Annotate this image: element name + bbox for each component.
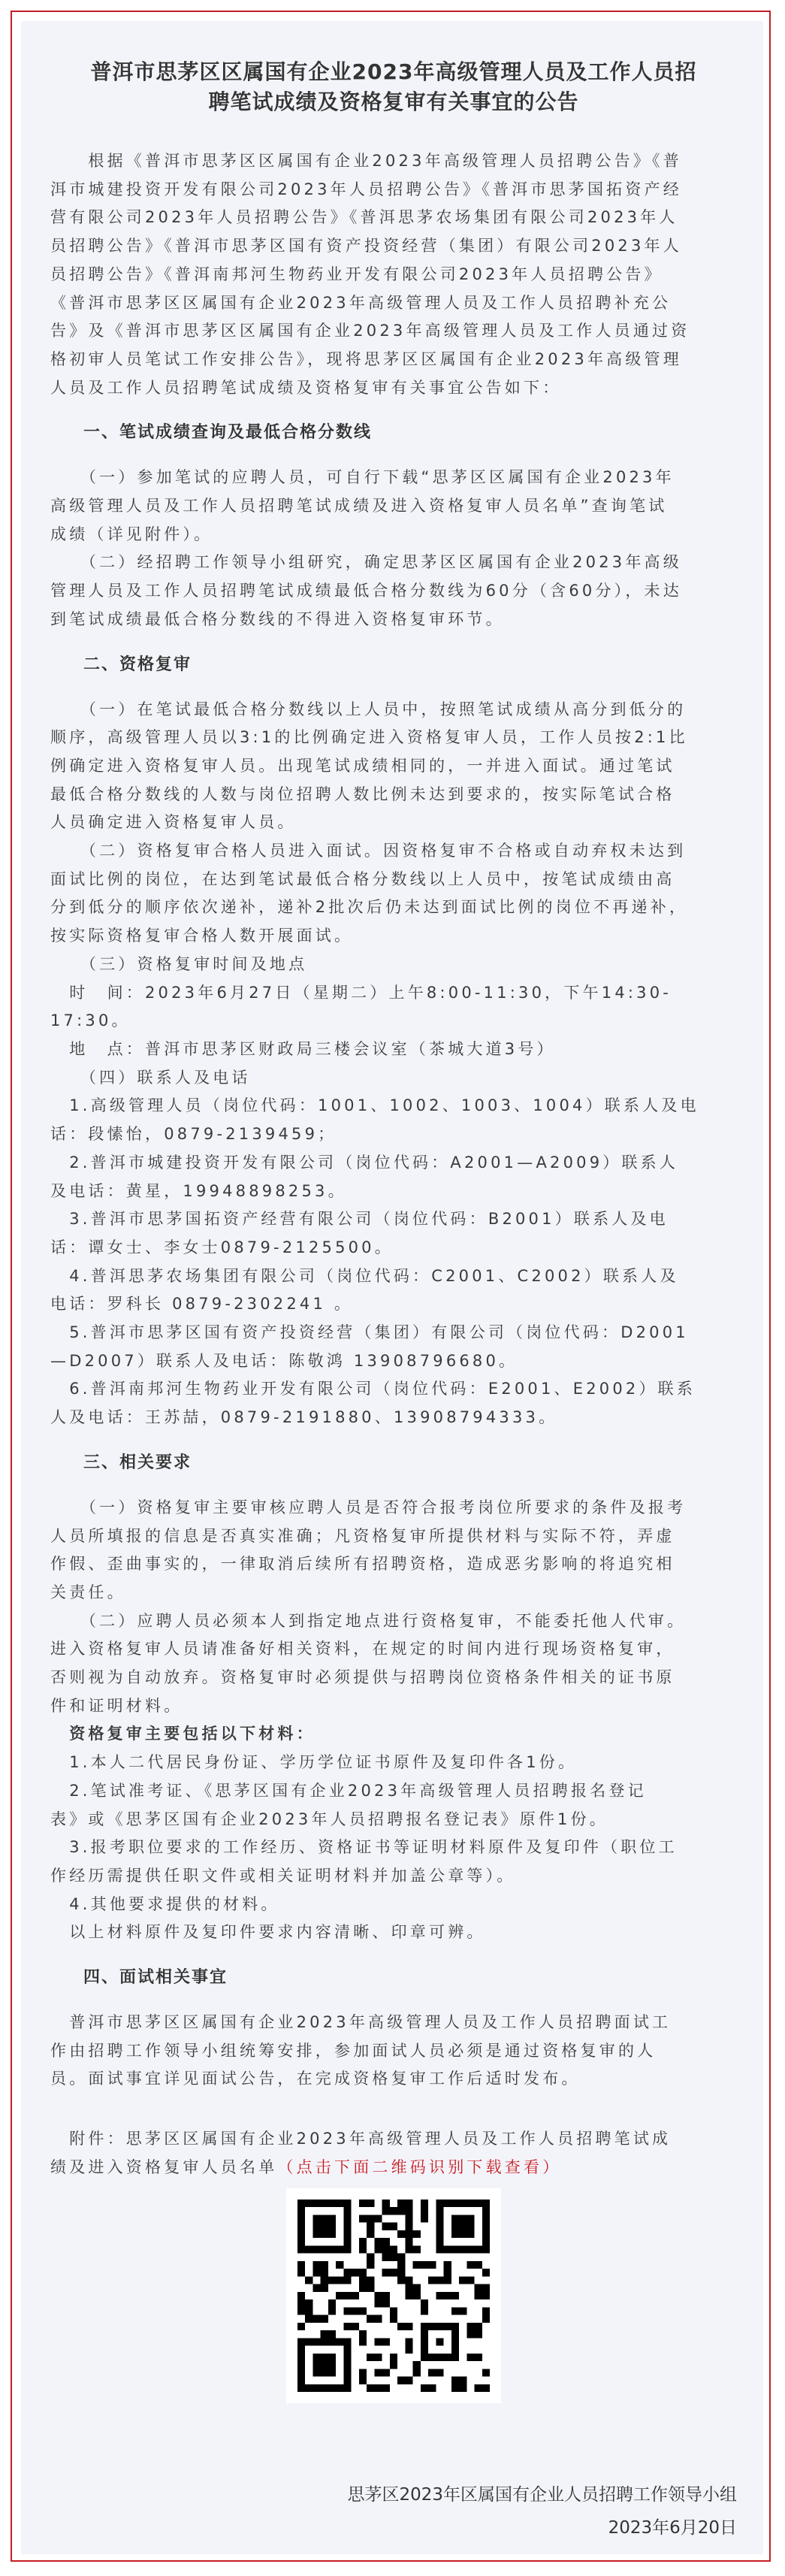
title-line: 普洱市思茅区区属国有企业2023年高级管理人员及工作人员招: [90, 59, 697, 84]
section2-paragraph-2: [50, 837, 737, 951]
material-item: 表》或《思茅区国有企业2023年人员招聘报名登记表》原件1份。: [50, 1810, 609, 1828]
attachment-line: [50, 2154, 737, 2182]
text-line: 高级管理人员及工作人员招聘笔试成绩及进入资格复审人员名单”查询笔试: [50, 497, 668, 516]
text-line: （一）资格复审主要审核应聘人员是否符合报考岗位所要求的条件及报考: [50, 1498, 687, 1516]
text-line: 4.普洱思茅农场集团有限公司（岗位代码：C2001、C2002）联系人及: [50, 1266, 679, 1285]
text-line: 地 点：普洱市思茅区财政局三楼会议室（茶城大道3号）: [50, 1039, 556, 1058]
materials-list: [50, 1720, 737, 1947]
intro-paragraph: [50, 147, 737, 402]
text-line: 人员确定进入资格复审人员。: [50, 813, 297, 832]
text-line: （二）经招聘工作领导小组研究，确定思茅区区属国有企业2023年高级: [50, 553, 682, 572]
text-line: 人员所填报的信息是否真实准确；凡资格复审所提供材料与实际不符，弄虚: [50, 1526, 675, 1545]
attachment-line: 附件：思茅区区属国有企业2023年高级管理人员及工作人员招聘笔试成: [50, 2130, 672, 2148]
text-line: 5.普洱市思茅区国有资产投资经营（集团）有限公司（岗位代码：D2001: [50, 1323, 689, 1342]
text-line: 件和证明材料。: [50, 1696, 183, 1715]
text-line: 员招聘公告》《普洱南邦河生物药业开发有限公司2023年人员招聘公告》: [50, 265, 663, 283]
attachment-name: 绩及进入资格复审人员名单: [50, 2157, 278, 2176]
text-line: 管理人员及工作人员招聘笔试成绩最低合格分数线为60分（含60分），未达: [50, 582, 682, 600]
section2-paragraph-1: [50, 696, 737, 838]
text-line: 格初审人员笔试工作安排公告》，现将思茅区区属国有企业2023年高级管理: [50, 349, 682, 368]
contact-item: [50, 1319, 737, 1375]
review-place: [50, 1036, 737, 1064]
section2-paragraph-3: [50, 951, 737, 979]
section1-paragraph-2: [50, 549, 737, 633]
text-line: 话：谭女士、李女士0879-2125500。: [50, 1238, 394, 1256]
text-line: 分到低分的顺序依次递补，递补2批次后仍未达到面试比例的岗位不再递补，: [50, 898, 689, 917]
material-item: 3.报考职位要求的工作经历、资格证书等证明材料原件及复印件（职位工: [50, 1838, 678, 1857]
text-line: 作假、歪曲事实的，一律取消后续所有招聘资格，造成恶劣影响的将追究相: [50, 1555, 675, 1574]
text-line: 进入资格复审人员请准备好相关资料，在规定的时间内进行现场资格复审，: [50, 1640, 675, 1658]
section3-paragraph-2: [50, 1607, 737, 1721]
text-line: 时 间：2023年6月27日（星期二）上午8:00-11:30，下午14:30-: [50, 983, 672, 1002]
section3-paragraph-1: [50, 1494, 737, 1607]
text-line: 作由招聘工作领导小组统筹安排，参加面试人员必须是通过资格复审的人: [50, 2041, 657, 2060]
review-time: [50, 979, 737, 1036]
text-line: —D2007）联系人及电话：陈敬鸿 13908796680。: [50, 1351, 518, 1370]
text-line: 6.普洱南邦河生物药业开发有限公司（岗位代码：E2001、E2002）联系: [50, 1380, 696, 1398]
section1-paragraph-1: [50, 464, 737, 549]
qr-code-icon: [297, 2200, 490, 2392]
text-line: 面试比例的岗位，在达到笔试最低合格分数线以上人员中，按笔试成绩由高: [50, 869, 675, 888]
material-item: 1.本人二代居民身份证、学历学位证书原件及复印件各1份。: [50, 1753, 578, 1772]
document-frame: [11, 11, 771, 2562]
qr-download-hint[interactable]: （点击下面二维码识别下载查看）: [277, 2157, 562, 2176]
qr-code-image[interactable]: [286, 2188, 501, 2403]
section-heading-1: 一、笔试成绩查询及最低合格分数线: [83, 423, 373, 443]
text-line: 洱市城建投资开发有限公司2023年人员招聘公告》《普洱市思茅国拓资产经: [50, 180, 682, 198]
page-title: [50, 57, 737, 117]
text-line: 根据《普洱市思茅区区属国有企业2023年高级管理人员招聘公告》《普: [50, 152, 682, 170]
text-line: 到笔试成绩最低合格分数线的不得进入资格复审环节。: [50, 609, 505, 628]
text-line: 例确定进入资格复审人员。出现笔试成绩相同的，一并进入面试。通过笔试: [50, 756, 675, 775]
text-line: 普洱市思茅区区属国有企业2023年高级管理人员及工作人员招聘面试工: [50, 2013, 672, 2032]
contact-item: [50, 1205, 737, 1262]
document-content: [50, 57, 737, 2544]
section2-paragraph-4: [50, 1064, 737, 1093]
text-line: （一）参加笔试的应聘人员，可自行下载“思茅区区属国有企业2023年: [50, 468, 675, 487]
text-line: 《普洱市思茅区区属国有企业2023年高级管理人员及工作人员招聘补充公: [50, 293, 672, 312]
section4-paragraph-1: [50, 2009, 737, 2094]
text-line: 3.普洱市思茅国拓资产经营有限公司（岗位代码：B2001）联系人及电: [50, 1210, 669, 1229]
text-line: 关责任。: [50, 1583, 126, 1601]
text-line: 人员及工作人员招聘笔试成绩及资格复审有关事宜公告如下：: [50, 378, 562, 397]
text-line: 17:30。: [50, 1011, 131, 1030]
text-line: （一）在笔试最低合格分数线以上人员中，按照笔试成绩从高分到低分的: [50, 700, 687, 718]
section-heading-2: 二、资格复审: [83, 655, 192, 674]
text-line: 按实际资格复审合格人数开展面试。: [50, 927, 354, 945]
text-line: 营有限公司2023年人员招聘公告》《普洱思茅农场集团有限公司2023年人: [50, 208, 678, 227]
document-panel: [21, 21, 763, 2554]
text-line: 2.普洱市城建投资开发有限公司（岗位代码：A2001—A2009）联系人: [50, 1153, 679, 1172]
text-line: 1.高级管理人员（岗位代码：1001、1002、1003、1004）联系人及电: [50, 1096, 699, 1115]
signature: [50, 2478, 737, 2544]
material-item: 作经历需提供任职文件或相关证明材料并加盖公章等）。: [50, 1866, 516, 1885]
signature-org: 思茅区2023年区属国有企业人员招聘工作领导小组: [347, 2484, 737, 2505]
contact-item: [50, 1375, 737, 1432]
text-line: 最低合格分数线的人数与岗位招聘人数比例未达到要求的，按实际笔试合格: [50, 785, 675, 803]
text-line: 员招聘公告》《普洱市思茅区国有资产投资经营（集团）有限公司2023年人: [50, 237, 682, 255]
text-line: 否则视为自动放弃。资格复审时必须提供与招聘岗位资格条件相关的证书原: [50, 1668, 675, 1687]
text-line: 及电话：黄星，19948898253。: [50, 1181, 347, 1200]
contact-item: [50, 1262, 737, 1319]
section-heading-3: 三、相关要求: [83, 1453, 192, 1472]
signature-date: 2023年6月20日: [608, 2517, 737, 2538]
title-line: 聘笔试成绩及资格复审有关事宜的公告: [208, 89, 579, 114]
text-line: 顺序，高级管理人员以3:1的比例确定进入资格复审人员，工作人员按2:1比: [50, 728, 688, 747]
text-line: （二）资格复审合格人员进入面试。因资格复审不合格或自动弃权未达到: [50, 842, 687, 860]
text-line: 话：段愫怡，0879-2139459；: [50, 1125, 337, 1144]
material-item: 4.其他要求提供的材料。: [50, 1894, 280, 1913]
contact-item: [50, 1149, 737, 1205]
contact-item: [50, 1092, 737, 1148]
attachment: [50, 2125, 737, 2181]
text-line: （四）联系人及电话: [50, 1068, 251, 1087]
section-heading-4: 四、面试相关事宜: [83, 1968, 228, 1988]
material-item: 2.笔试准考证、《思茅区国有企业2023年高级管理人员招聘报名登记: [50, 1781, 647, 1800]
text-line: （二）应聘人员必须本人到指定地点进行资格复审，不能委托他人代审。: [50, 1611, 687, 1630]
text-line: （三）资格复审时间及地点: [50, 954, 308, 973]
text-line: 电话：罗科长 0879-2302241 。: [50, 1295, 354, 1314]
text-line: 人及电话：王苏喆，0879-2191880、13908794333。: [50, 1408, 558, 1427]
materials-heading: 资格复审主要包括以下材料：: [50, 1725, 316, 1743]
text-line: 成绩（详见附件）。: [50, 525, 213, 543]
text-line: 员。面试事宜详见面试公告，在完成资格复审工作后适时发布。: [50, 2070, 581, 2088]
materials-note: 以上材料原件及复印件要求内容清晰、印章可辨。: [50, 1923, 486, 1942]
text-line: 告》及《普洱市思茅区区属国有企业2023年高级管理人员及工作人员通过资: [50, 322, 690, 340]
